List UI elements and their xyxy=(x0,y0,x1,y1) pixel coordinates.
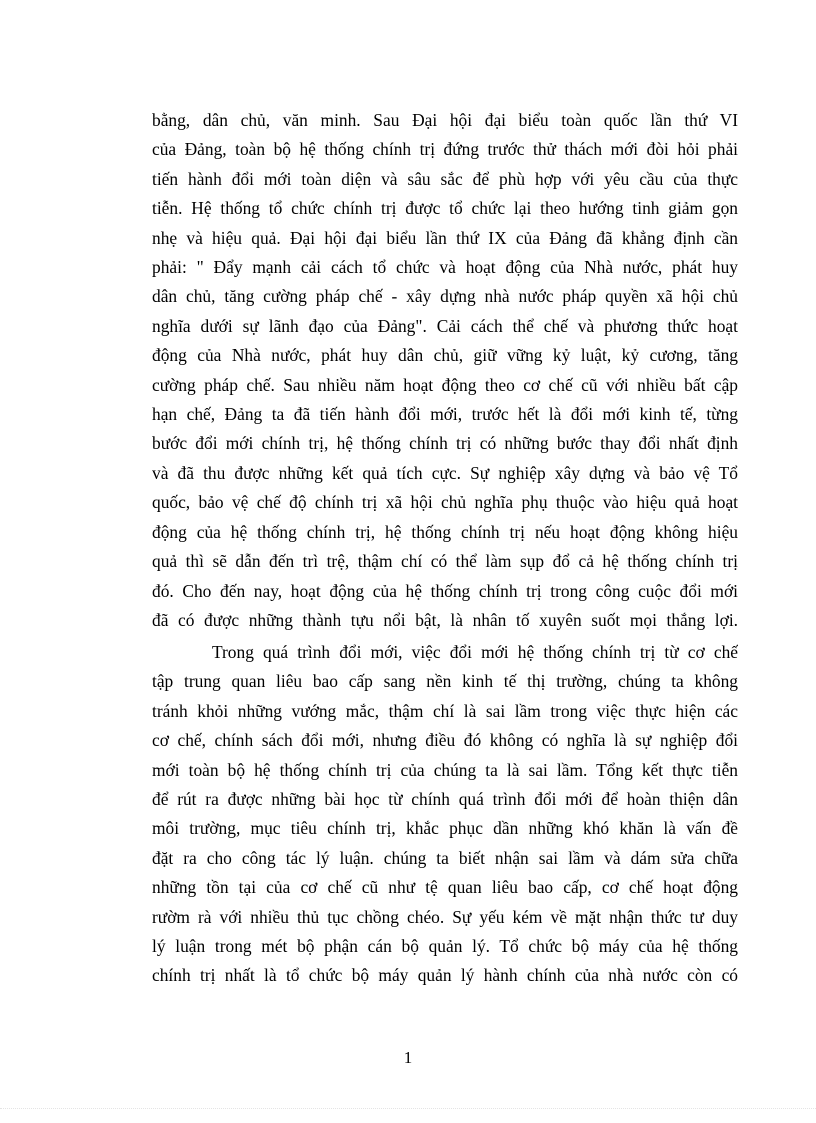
text-line: tập trung quan liêu bao cấp sang nền kinh tế thị trường, chúng ta không xyxy=(152,671,738,692)
text-line: tiễn. Hệ thống tổ chức chính trị được tổ chức lại theo hướng tinh giảm gọn xyxy=(152,198,738,219)
text-line: chính trị nhất là tổ chức bộ máy quản lý hành chính của nhà nước còn có xyxy=(152,965,738,986)
text-line: để rút ra được những bài học từ chính quá trình đổi mới để hoàn thiện dân xyxy=(152,789,738,810)
text-line: bước đổi mới chính trị, hệ thống chính trị có những bước thay đổi nhất định xyxy=(152,433,738,454)
text-line: môi trường, mục tiêu chính trị, khắc phục dần những khó khăn là vấn đề xyxy=(152,818,738,839)
text-line: dân chủ, tăng cường pháp chế - xây dựng nhà nước pháp quyền xã hội chủ xyxy=(152,286,738,307)
page-bottom-divider xyxy=(0,1108,816,1109)
text-line: và đã thu được những kết quả tích cực. Sự nghiệp xây dựng và bảo vệ Tổ xyxy=(152,462,738,483)
text-line: những tồn tại của cơ chế cũ như tệ quan liêu bao cấp, cơ chế hoạt động xyxy=(152,877,738,898)
text-line: của Đảng, toàn bộ hệ thống chính trị đứng trước thử thách mới đòi hỏi phải xyxy=(152,139,738,160)
text-line: đã có được những thành tựu nổi bật, là nhân tố xuyên suốt mọi thắng lợi. xyxy=(152,609,738,630)
page-number: 1 xyxy=(403,1048,413,1067)
text-line: rườm rà với nhiều thủ tục chồng chéo. Sự yếu kém về mặt nhận thức tư duy xyxy=(152,906,738,927)
text-line: lý luận trong mét bộ phận cán bộ quản lý. Tổ chức bộ máy của hệ thống xyxy=(152,936,738,957)
text-line: nghĩa dưới sự lãnh đạo của Đảng". Cải cách thể chế và phương thức hoạt xyxy=(152,315,738,336)
paragraph-2 xyxy=(152,638,738,991)
text-line: đó. Cho đến nay, hoạt động của hệ thống chính trị trong công cuộc đổi mới xyxy=(152,580,738,601)
text-line: tránh khỏi những vướng mắc, thậm chí là sai lầm trong việc thực hiện các xyxy=(152,700,738,721)
text-line: tiến hành đổi mới toàn diện và sâu sắc để phù hợp với yêu cầu của thực xyxy=(152,168,738,189)
text-line: động của Nhà nước, phát huy dân chủ, giữ vững kỷ luật, kỷ cương, tăng xyxy=(152,345,738,366)
text-line: phải: " Đẩy mạnh cải cách tổ chức và hoạt động của Nhà nước, phát huy xyxy=(152,257,738,278)
text-line: mới toàn bộ hệ thống chính trị của chúng ta là sai lầm. Tổng kết thực tiễn xyxy=(152,759,738,780)
text-line: quả thì sẽ dẫn đến trì trệ, thậm chí có thể làm sụp đổ cả hệ thống chính trị xyxy=(152,551,738,572)
text-line: động của hệ thống chính trị, hệ thống chính trị nếu hoạt động không hiệu xyxy=(152,521,738,542)
text-line: cường pháp chế. Sau nhiều năm hoạt động theo cơ chế cũ với nhiều bất cập xyxy=(152,374,738,395)
text-line: đặt ra cho công tác lý luận. chúng ta biết nhận sai lầm và dám sửa chữa xyxy=(152,847,738,868)
text-line: quốc, bảo vệ chế độ chính trị xã hội chủ nghĩa phụ thuộc vào hiệu quả hoạt xyxy=(152,492,738,513)
text-line: nhẹ và hiệu quả. Đại hội đại biểu lần thứ IX của Đảng đã khẳng định cần xyxy=(152,227,738,248)
text-line: Trong quá trình đổi mới, việc đổi mới hệ thống chính trị từ cơ chế xyxy=(212,642,738,662)
paragraph-1 xyxy=(152,106,738,635)
text-line: cơ chế, chính sách đổi mới, nhưng điều đó không có nghĩa là sự nghiệp đổi xyxy=(152,730,738,751)
text-line: bằng, dân chủ, văn minh. Sau Đại hội đại biểu toàn quốc lần thứ VI xyxy=(152,110,738,130)
text-line: hạn chế, Đảng ta đã tiến hành đổi mới, trước hết là đổi mới kinh tế, từng xyxy=(152,404,738,425)
